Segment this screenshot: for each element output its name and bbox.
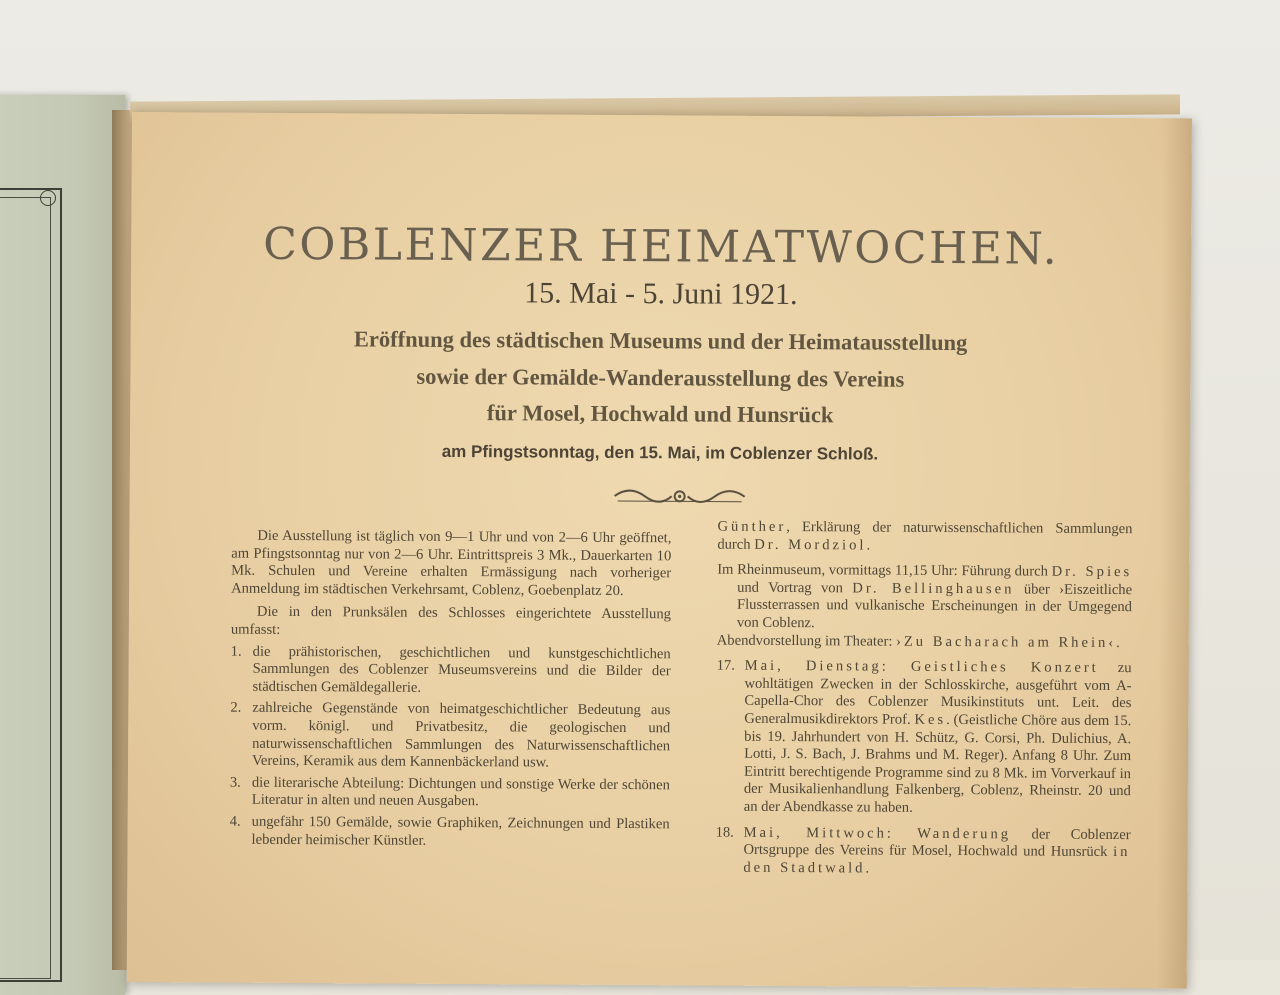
left-text-column [230, 528, 672, 852]
may-17-entry: 17. Mai, Dienstag: Geistliches Konzert zu wohltätigen Zwecken in der Schlosskirche, ausgeführt vom A-Capella-Chor des Coblenzer Musikinstituts unt. Leit. des Generalmusikdirektors Prof. Kes. (Geistliche Chöre aus dem 15. bis 19. Jahrhundert von H. Schütz, G. Corsi, Ph. Dulichius, A. Lotti, J. S. Bach, J. Brahms und M. Reger). Anfang 8 Uhr. Zum Eintritt berechtigende Programme sind zu 8 Mk. im Vorverkauf in der Musikalienhandlung Falkenberg, Coblenz, Rheinstr. 20 und an der Abendkasse zu haben. [716, 657, 1132, 816]
list-item-number: 4. [229, 813, 241, 830]
may-18-entry: 18. Mai, Mittwoch: Wanderung der Coblenzer Ortsgruppe des Vereins für Mosel, Hochwald und Hunsrück in den Stadtwald. [715, 824, 1131, 877]
list-item-number: 2. [230, 699, 242, 717]
list-item-text: die literarische Abteilung: Dichtungen und sonstige Werke der schönen Literatur in alten und neuen Ausgaben. [251, 774, 670, 810]
rheinmuseum-paragraph: Im Rheinmuseum, vormittags 11,15 Uhr: Führung durch Dr. Spies und Vortrag von Dr. Bellinghausen über ›Eiszeitliche Flussterrassen und vulkanische Erscheinungen in der Umgegend von Coblenz. [717, 561, 1133, 632]
document-page [127, 112, 1192, 988]
event-dates: 15. Mai - 5. Juni 1921. [524, 276, 798, 312]
ornament-divider-icon [610, 483, 750, 510]
left-page-inner-frame [0, 197, 51, 979]
list-item-text: ungefähr 150 Gemälde, sowie Graphiken, Zeichnungen und Plastiken lebender heimischer Künstler. [251, 813, 670, 849]
right-text-column [715, 519, 1132, 880]
list-item [230, 814, 670, 852]
continued-paragraph: Günther, Erklärung der naturwissenschaftlichen Sammlungen durch Dr. Mordziol. [717, 518, 1133, 554]
list-item [230, 643, 670, 698]
subtitle-line-2: sowie der Gemälde-Wanderausstellung des Vereins [416, 363, 905, 392]
opening-hours-paragraph: Die Ausstellung ist täglich von 9—1 Uhr und von 2—6 Uhr geöffnet, am Pfingstsonntag nur von 2—6 Uhr. Eintrittspreis 3 Mk., Dauerkarten 10 Mk. Schulen und Vereine erhalten Ermässigung nach vorheriger Anmeldung im städtischen Verkehrsamt, Coblenz, Goebenplatz 20. [231, 527, 672, 599]
subtitle-line-3: für Mosel, Hochwald und Hunsrück [486, 400, 834, 428]
list-item-number: 3. [229, 774, 241, 791]
opening-notice: am Pfingstsonntag, den 15. Mai, im Coblenzer Schloß. [441, 441, 879, 464]
theater-paragraph: Abendvorstellung im Theater: ›Zu Bacharach am Rhein‹. [716, 632, 1120, 651]
frame-corner-ornament [40, 190, 56, 206]
collection-lead-paragraph: Die in den Prunksälen des Schlosses eingerichtete Ausstellung umfasst: [230, 604, 671, 638]
list-item [230, 700, 670, 773]
list-item-number: 1. [230, 643, 242, 660]
subtitle-line-1: Eröffnung des städtischen Museums und der Heimatausstellung [353, 326, 968, 356]
document-title: COBLENZER HEIMATWOCHEN. [263, 218, 1060, 275]
list-item-text: die prähistorischen, geschichtlichen und kunstgeschichtlichen Sammlungen des Coblenzer Museumsvereins und die Bilder der städtischen Gemäldegallerie. [252, 643, 671, 696]
list-item [230, 774, 670, 812]
list-item-text: zahlreiche Gegenstände von heimatgeschichtlicher Bedeutung aus vorm. königl. und Privatbesitz, die geologischen und naturwissenschaftlichen Sammlungen des Naturwissenschaftlichen Vereins, Keramik aus dem Kannenbäckerland usw. [251, 700, 671, 771]
